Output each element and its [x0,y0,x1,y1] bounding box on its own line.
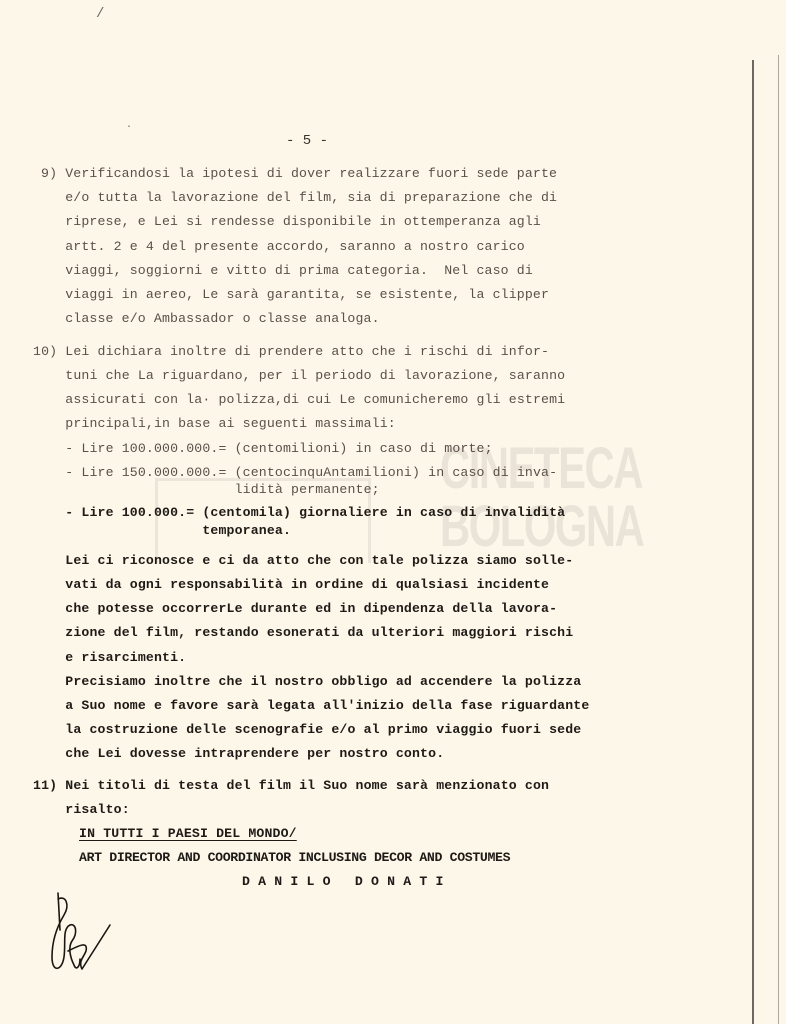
clause-9-line: artt. 2 e 4 del presente accordo, saranno a nostro carico [41,239,525,254]
clause-10-line: principali,in base ai seguenti massimali: [33,416,396,431]
insurance-item-permanent: - Lire 150.000.000.= (centocinquAntamilioni) in caso di inva- [33,465,558,480]
clause-9-line: 9) Verificandosi la ipotesi di dover realizzare fuori sede parte [41,166,558,181]
clause-10-continuation-line: la costruzione delle scenografie e/o al primo viaggio fuori sede [33,722,582,737]
clause-9-line: classe e/o Ambassador o classe analoga. [41,311,380,326]
clause-9-line: viaggi, soggiorni e vitto di prima categoria. Nel caso di [41,263,533,278]
clause-10-continuation-line: a Suo nome e favore sarà legata all'inizio della fase riguardante [33,698,590,713]
clause-10-line: 10) Lei dichiara inoltre di prendere atto che i rischi di infor- [33,344,550,359]
watermark-line-2: BOLOGNA [440,494,644,559]
clause-10-continuation-line: e risarcimenti. [33,650,187,665]
top-mark: / [96,6,105,22]
clause-9-line: riprese, e Lei si rendesse disponibile in ottemperanza agli [41,214,541,229]
insurance-item-temporary: - Lire 100.000.= (centomila) giornaliere in caso di invalidità [33,505,566,520]
clause-10-continuation-line: che Lei dovesse intraprendere per nostro conto. [33,746,445,761]
clause-10-continuation-line: vati da ogni responsabilità in ordine di qualsiasi incidente [33,577,550,592]
clause-11-line: 11) Nei titoli di testa del film il Suo nome sarà menzionato con [33,778,550,793]
credit-title: ART DIRECTOR AND COORDINATOR INCLUSING DECOR AND COSTUMES [79,850,511,865]
clause-10-continuation-line: Lei ci riconosce e ci da atto che con tale polizza siamo solle- [33,553,574,568]
clause-11-line: risalto: [33,802,130,817]
clause-10-continuation-line: zione del film, restando esonerati da ulteriori maggiori rischi [33,625,574,640]
clause-10-line: tuni che La riguardano, per il periodo di lavorazione, saranno [33,368,566,383]
insurance-item-temporary-cont: temporanea. [33,523,292,538]
clause-10-continuation-line: Precisiamo inoltre che il nostro obbligo ad accendere la polizza [33,674,582,689]
insurance-item-permanent-cont: lidità permanente; [33,482,380,497]
stray-dot: · [126,122,133,133]
credit-name: D A N I L O D O N A T I [242,874,444,889]
insurance-item-death: - Lire 100.000.000.= (centomilioni) in caso di morte; [33,441,493,456]
credit-region: IN TUTTI I PAESI DEL MONDO/ [79,826,297,841]
watermark-line-1: CINETECA [440,436,642,501]
margin-line [752,60,754,1024]
clause-9-line: viaggi in aereo, Le sarà garantita, se esistente, la clipper [41,287,550,302]
margin-line-secondary [778,55,779,1024]
page-number: - 5 - [286,133,329,149]
clause-10-line: assicurati con la· polizza,di cui Le comunicheremo gli estremi [33,392,566,407]
clause-9-line: e/o tutta la lavorazione del film, sia di preparazione che di [41,190,558,205]
signature [40,885,120,980]
clause-10-continuation-line: che potesse occorrerLe durante ed in dipendenza della lavora- [33,601,558,616]
